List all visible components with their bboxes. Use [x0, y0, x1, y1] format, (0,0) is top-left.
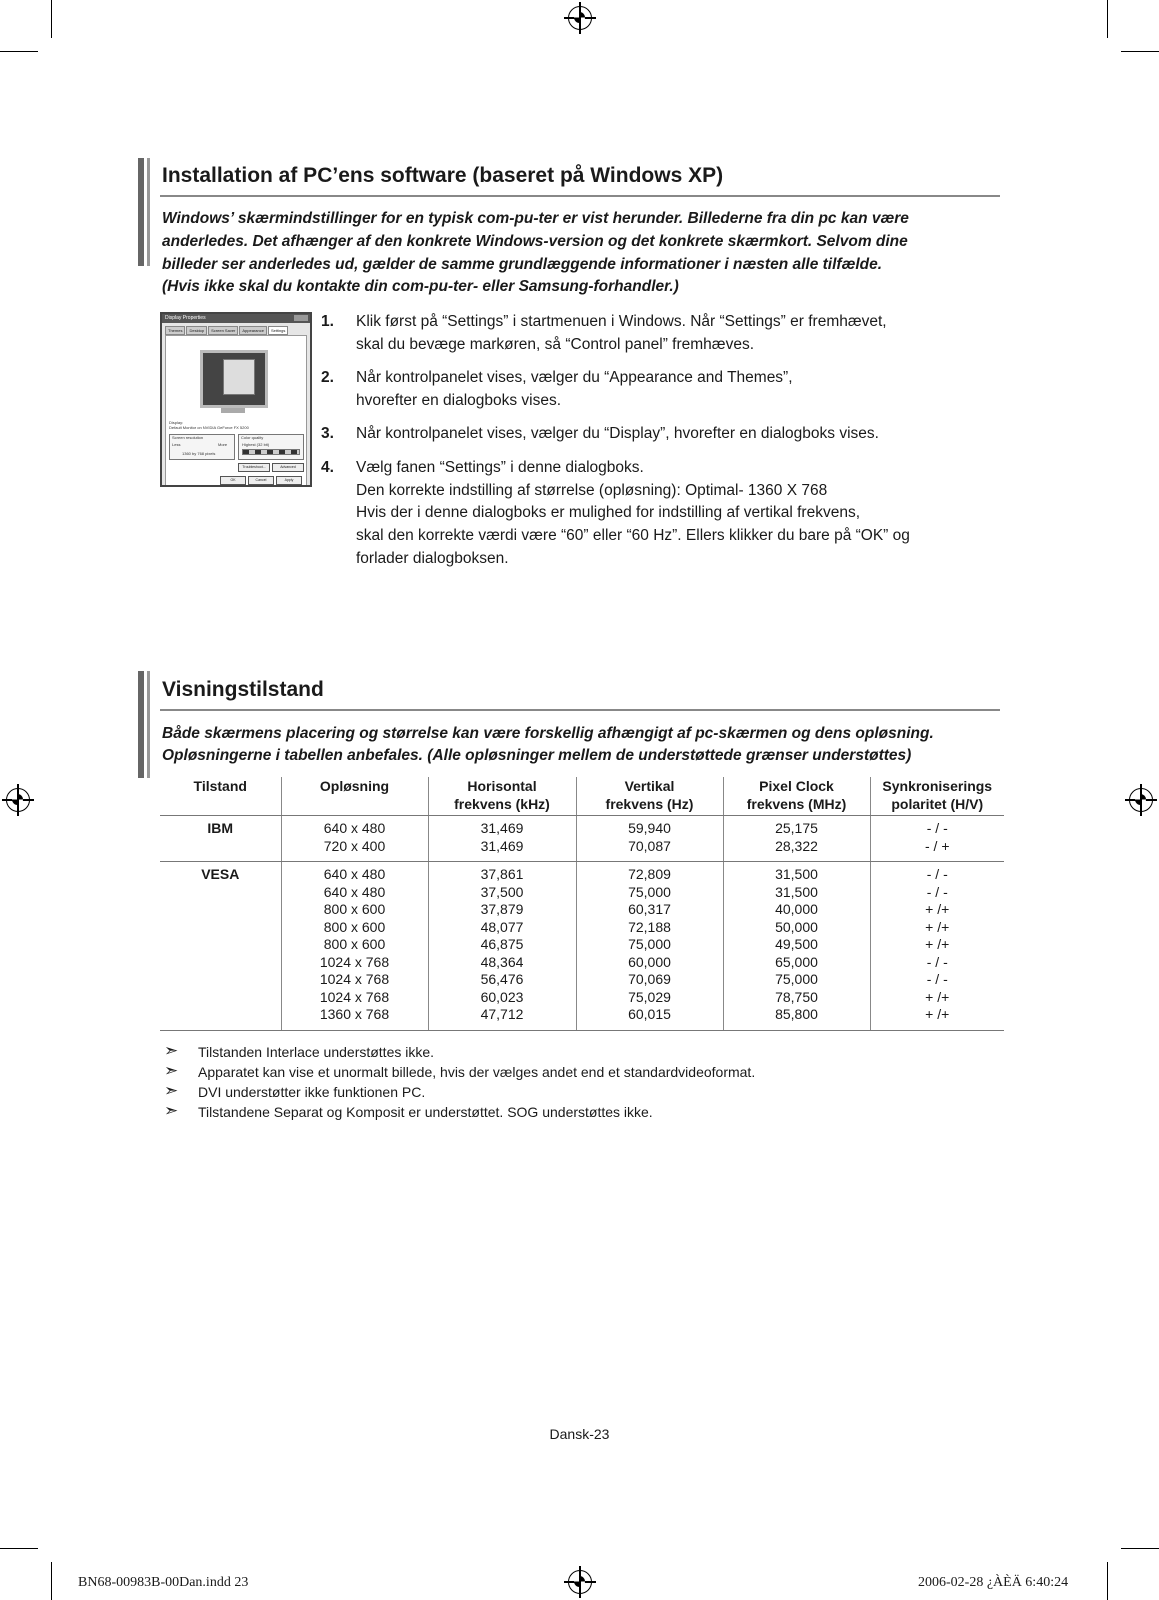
cell-value: 78,750: [775, 988, 818, 1005]
section-bar: [138, 671, 144, 778]
tab-settings: Settings: [268, 326, 288, 335]
crop-mark: [51, 0, 52, 38]
step-number: 2.: [321, 369, 334, 386]
column-header-mode: Tilstand: [160, 777, 281, 816]
crop-mark: [51, 1562, 52, 1600]
intro-line: Både skærmens placering og størrelse kan være forskellig afhængigt af pc-skærmen og dens opløsning.: [162, 725, 934, 742]
cell-value: - / -: [926, 820, 948, 836]
step-text: Hvis der i denne dialogboks er mulighed for indstilling af vertikal frekvens,: [356, 504, 860, 521]
tab-desktop: Desktop: [186, 326, 207, 335]
cell-vertical-frequency: [576, 816, 723, 862]
dialog-window-buttons: [294, 315, 308, 321]
step-text: skal du bevæge markøren, så “Control panel” fremhæves.: [356, 336, 754, 353]
section-bar: [138, 158, 144, 266]
table-row-group: [160, 816, 1004, 862]
step-text: hvorefter en dialogboks vises.: [356, 392, 562, 409]
cell-value: 31,469: [480, 837, 524, 854]
display-properties-screenshot: [160, 312, 312, 487]
cell-value: 37,879: [480, 901, 524, 917]
step-text: Klik først på “Settings” i startmenuen i Windows. Når “Settings” er fremhævet,: [356, 313, 887, 330]
cell-value: 48,077: [480, 918, 524, 935]
intro-line: anderledes. Det afhænger af den konkrete Windows-version og det konkrete skærmkort. Selvom dine: [162, 233, 908, 250]
advanced-button: Advanced: [272, 463, 304, 472]
cell-value: - / -: [926, 953, 948, 970]
color-label: Color quality: [241, 435, 264, 440]
arrow-icon: ➣: [164, 1061, 179, 1080]
tab-screen-saver: Screen Saver: [208, 326, 238, 335]
display-modes-table: [160, 777, 1004, 1031]
intro-line: billeder ser anderledes ud, gælder de samme grundlæggende informationer i næsten alle tilfælde.: [162, 256, 883, 273]
cancel-button: Cancel: [248, 476, 274, 485]
arrow-icon: ➣: [164, 1101, 179, 1120]
step-text: Når kontrolpanelet vises, vælger du “Appearance and Themes”,: [356, 369, 793, 386]
section-title-display-modes: Visningstilstand: [162, 678, 324, 701]
cell-value: - / -: [926, 883, 948, 900]
cell-value: 1360 x 768: [319, 1006, 390, 1022]
crop-mark: [0, 51, 38, 52]
intro-line: Opløsningerne i tabellen anbefales. (Alle opløsninger mellem de understøttede grænser understøttes): [162, 747, 912, 764]
notes-list: [164, 1042, 755, 1122]
cell-value: 800 x 600: [323, 936, 386, 952]
cell-resolution: [281, 816, 428, 862]
cell-value: 85,800: [775, 1006, 818, 1022]
step-text: skal den korrekte værdi være “60” eller “60 Hz”. Ellers klikker du bare på “OK” og: [356, 527, 910, 544]
ok-button: OK: [220, 476, 246, 485]
cell-pixel-clock: [723, 862, 870, 1031]
registration-mark-right: [1129, 788, 1153, 812]
section-bar: [147, 158, 150, 266]
cell-value: 640 x 480: [323, 820, 386, 836]
registration-mark-bottom: [568, 1570, 592, 1594]
section-title-installation: Installation af PC’ens software (baseret på Windows XP): [162, 164, 724, 187]
cell-value: 70,087: [628, 837, 671, 854]
cell-value: 37,500: [480, 883, 524, 900]
section-bar: [147, 671, 150, 778]
monitor-window: [223, 359, 255, 395]
cell-value: 75,000: [628, 936, 671, 952]
resolution-label: Screen resolution: [172, 435, 204, 440]
monitor-stand: [221, 408, 245, 413]
cell-value: 70,069: [628, 971, 671, 987]
cell-vertical-frequency: [576, 862, 723, 1031]
cell-value: 56,476: [480, 971, 524, 987]
column-header-horizontal: Horisontal frekvens (kHz): [428, 777, 576, 816]
cell-value: 640 x 480: [323, 866, 386, 882]
intro-line: (Hvis ikke skal du kontakte din com-pu-ter- eller Samsung-forhandler.): [162, 278, 679, 295]
cell-value: 40,000: [775, 901, 818, 917]
cell-horizontal-frequency: [428, 816, 576, 862]
cell-value: 28,322: [775, 837, 818, 854]
step-text: Når kontrolpanelet vises, vælger du “Display”, hvorefter en dialogboks vises.: [356, 425, 879, 442]
cell-sync-polarity: [870, 862, 1004, 1031]
step-number: 4.: [321, 459, 334, 476]
tab-themes: Themes: [165, 326, 185, 335]
cell-value: 640 x 480: [323, 883, 386, 900]
cell-value: + /+: [925, 918, 950, 935]
cell-resolution: [281, 862, 428, 1031]
registration-mark-top: [568, 6, 592, 30]
more-label: More: [218, 442, 228, 447]
dialog-body: [165, 335, 307, 487]
footer-file-info: BN68-00983B-00Dan.indd 23: [78, 1575, 249, 1590]
cell-horizontal-frequency: [428, 862, 576, 1031]
footer-timestamp: 2006-02-28 ¿ÀÈÄ 6:40:24: [918, 1575, 1069, 1590]
step-text: Vælg fanen “Settings” i denne dialogboks.: [356, 459, 644, 476]
display-value: Default Monitor on NVIDIA GeForce FX 5200: [169, 425, 249, 430]
cell-value: + /+: [925, 1006, 950, 1022]
dialog-title: Display Properties: [165, 315, 206, 321]
section-rule: [160, 195, 1000, 197]
registration-mark-left: [6, 788, 30, 812]
cell-value: 1024 x 768: [319, 953, 390, 970]
cell-value: 49,500: [775, 936, 818, 952]
table-row-group: [160, 862, 1004, 1031]
cell-value: 31,469: [480, 820, 524, 836]
cell-sync-polarity: [870, 816, 1004, 862]
cell-value: 800 x 600: [323, 901, 386, 917]
cell-value: 31,500: [775, 883, 818, 900]
arrow-icon: ➣: [164, 1081, 179, 1100]
resolution-value: 1360 by 768 pixels: [182, 451, 216, 456]
cell-value: 47,712: [480, 1006, 524, 1022]
cell-pixel-clock: [723, 816, 870, 862]
cell-mode: VESA: [160, 862, 281, 1031]
cell-value: 800 x 600: [323, 918, 386, 935]
cell-value: 60,317: [628, 901, 671, 917]
cell-value: 75,000: [775, 971, 818, 987]
cell-value: + /+: [925, 901, 950, 917]
cell-value: 72,809: [628, 866, 671, 882]
dialog-titlebar: [162, 314, 310, 323]
column-header-vertical: Vertikal frekvens (Hz): [576, 777, 723, 816]
less-label: Less: [172, 442, 181, 447]
note-item: ➣ DVI understøtter ikke funktionen PC.: [164, 1081, 426, 1100]
cell-value: 75,029: [628, 988, 671, 1005]
cell-value: 25,175: [775, 820, 818, 836]
cell-value: + /+: [925, 988, 950, 1005]
intro-line: Windows’ skærmindstillinger for en typisk com-pu-ter er vist herunder. Billederne fra din pc kan være: [162, 210, 909, 227]
step-text: forlader dialogboksen.: [356, 550, 509, 567]
crop-mark: [1107, 0, 1108, 38]
cell-value: - / +: [924, 837, 950, 854]
cell-value: 1024 x 768: [319, 988, 390, 1005]
section-rule: [160, 709, 1000, 711]
step-number: 1.: [321, 313, 334, 330]
crop-mark: [1121, 1548, 1159, 1549]
color-bar: [242, 449, 300, 455]
tab-appearance: Appearance: [239, 326, 267, 335]
note-item: ➣ Tilstanden Interlace understøttes ikke.: [164, 1041, 435, 1060]
display-label: Display:: [169, 420, 184, 425]
column-header-resolution: Opløsning: [281, 777, 428, 816]
cell-value: + /+: [925, 936, 950, 952]
cell-value: 50,000: [775, 918, 818, 935]
cell-mode: IBM: [160, 816, 281, 862]
column-header-polarity: Synkroniserings polaritet (H/V): [870, 777, 1004, 816]
troubleshoot-button: Troubleshoot...: [238, 463, 270, 472]
note-item: ➣ Tilstandene Separat og Komposit er understøttet. SOG understøttes ikke.: [164, 1101, 653, 1120]
table-header-row: [160, 777, 1004, 816]
cell-value: 65,000: [775, 953, 818, 970]
crop-mark: [1121, 51, 1159, 52]
cell-value: 720 x 400: [323, 837, 386, 854]
cell-value: 59,940: [628, 820, 671, 836]
cell-value: 75,000: [628, 883, 671, 900]
cell-value: - / -: [926, 971, 948, 987]
cell-value: 60,023: [480, 988, 524, 1005]
cell-value: 37,861: [480, 866, 524, 882]
color-value: Highest (32 bit): [242, 442, 270, 447]
cell-value: 48,364: [480, 953, 524, 970]
arrow-icon: ➣: [164, 1041, 179, 1060]
monitor-image: [200, 350, 268, 408]
page-number: Dansk-23: [549, 1426, 610, 1442]
cell-value: 60,015: [628, 1006, 671, 1022]
apply-button: Apply: [276, 476, 302, 485]
cell-value: 60,000: [628, 953, 671, 970]
dialog-tabs: [162, 323, 310, 335]
step-text: Den korrekte indstilling af størrelse (opløsning): Optimal- 1360 X 768: [356, 482, 828, 499]
step-number: 3.: [321, 425, 334, 442]
crop-mark: [0, 1548, 38, 1549]
column-header-pixel-clock: Pixel Clock frekvens (MHz): [723, 777, 870, 816]
cell-value: 1024 x 768: [319, 971, 390, 987]
cell-value: - / -: [926, 866, 948, 882]
cell-value: 46,875: [480, 936, 524, 952]
note-item: ➣ Apparatet kan vise et unormalt billede, hvis der vælges andet end et standardvideoformat.: [164, 1061, 756, 1080]
cell-value: 31,500: [775, 866, 818, 882]
cell-value: 72,188: [628, 918, 671, 935]
crop-mark: [1107, 1562, 1108, 1600]
